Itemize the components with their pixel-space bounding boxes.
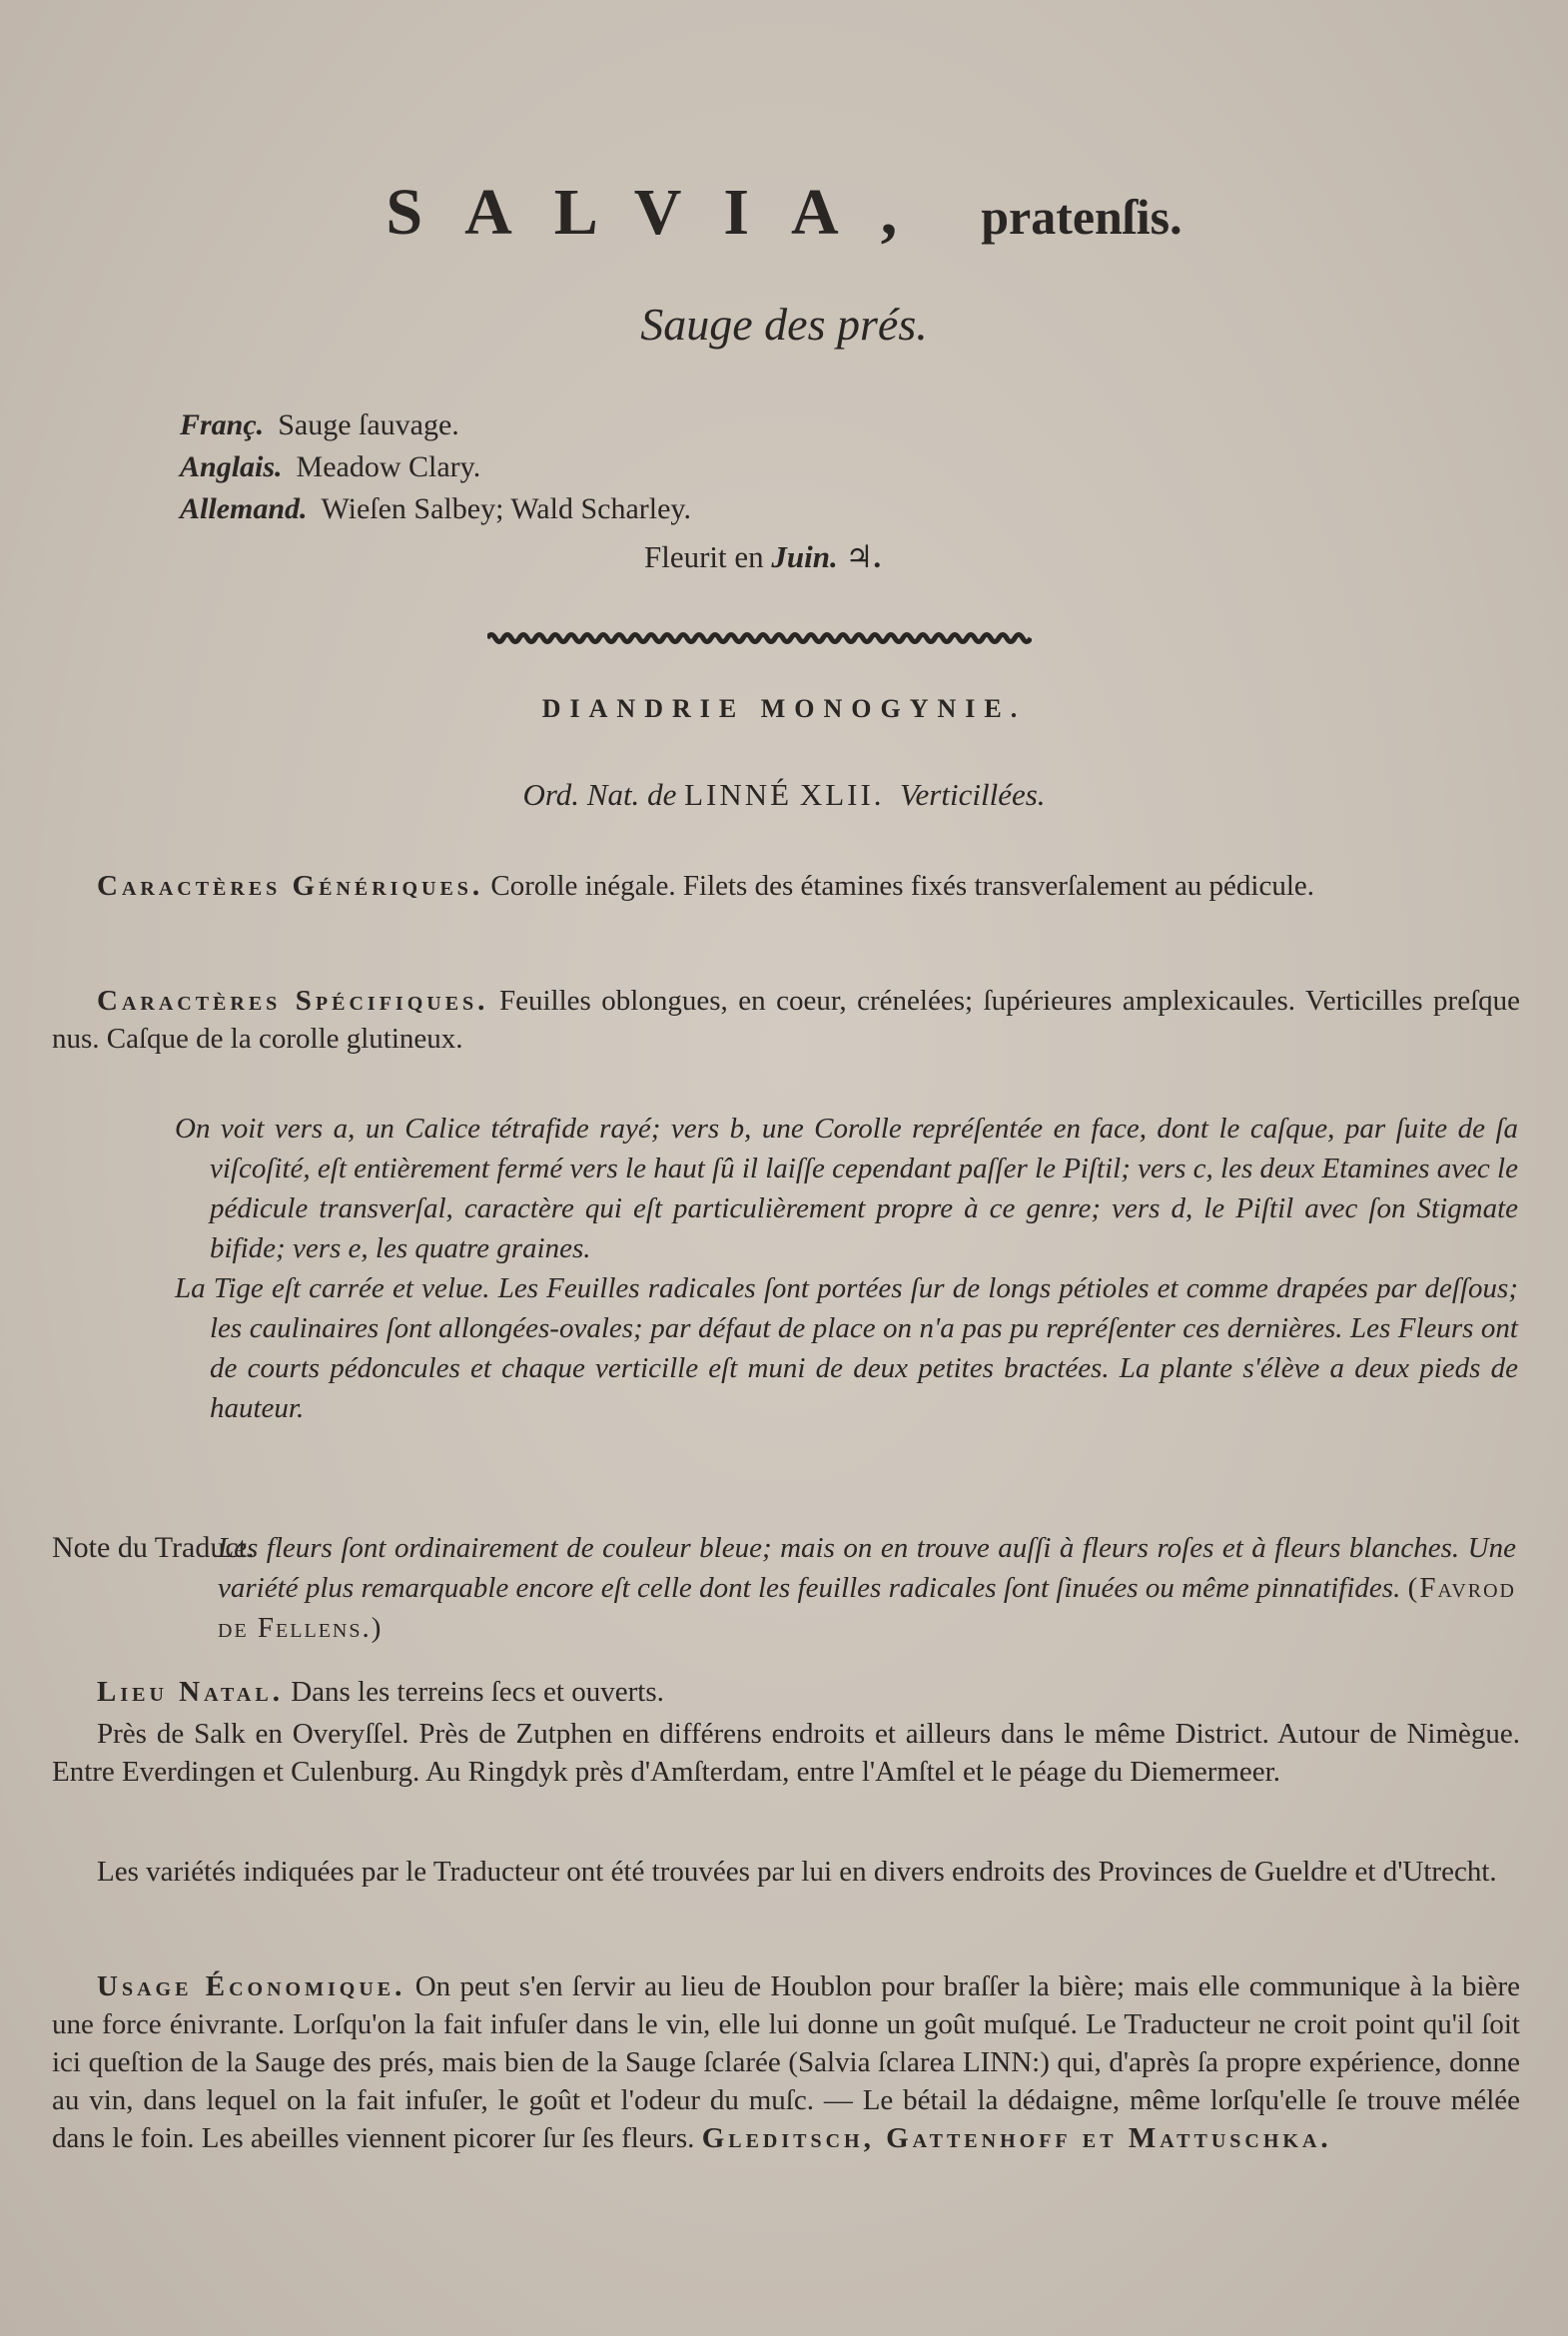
flowering-prefix: Fleurit en xyxy=(644,539,764,574)
generic-heading: Caractères Génériques. xyxy=(97,870,484,902)
generic-characters xyxy=(52,867,1520,905)
note-author: (Favrod de Fellens.) xyxy=(218,1572,1516,1644)
order-label: Ord. Nat. xyxy=(522,777,640,812)
habitat-localities: Près de Salk en Overyſſel. Près de Zutphen en différens endroits et ailleurs dans le même District. Autour de Nimègue. Entre Everdingen et Culenburg. Au Ringdyk près d'Amſterdam, entre l'Amſtel et le péage du Diemermeer. xyxy=(52,1718,1520,1788)
genus-name: SALVIA, xyxy=(386,176,940,249)
note-text: Les fleurs ſont ordinairement de couleur bleue; mais on en trouve auſſi à fleurs roſes et à fleurs blanches. Une variété plus remarquable encore eſt celle dont les feuilles radicales ſont ſinuées ou même pinnatifides. xyxy=(218,1532,1516,1604)
translator-note xyxy=(218,1528,1516,1648)
page-title xyxy=(0,175,1568,251)
order-de: de xyxy=(647,777,677,812)
habitat-varieties: Les variétés indiquées par le Traducteur ont été trouvées par lui en divers endroits des Provinces de Gueldre et d'Utrecht. xyxy=(97,1856,1497,1888)
family-name: Verticillées. xyxy=(900,777,1046,812)
specific-characters xyxy=(52,982,1520,1058)
specific-text: Feuilles oblongues, en coeur, crénelées; ſupérieures amplexicaules. Verticilles preſque nus. Caſque de la corolle glutineux. xyxy=(52,985,1521,1055)
plate-paragraph: On voit vers a, un Calice tétrafide rayé; vers b, une Corolle repréſentée en face, dont le caſque, par ſuite de ſa viſcoſité, eſt entièrement fermé vers le haut ſû il laiſſe cependant paſſer le Piſtil; vers c, les deux Etamines avec le pédicule transverſal, caractère qui eſt particulièrement propre à ce genre; vers d, le Piſtil avec ſon Stigmate bifide; vers e, les quatre graines. xyxy=(175,1113,1518,1264)
economic-usage xyxy=(52,1967,1520,2157)
species-name: pratenſis. xyxy=(981,189,1182,245)
usage-text: On peut s'en ſervir au lieu de Houblon pour braſſer la bière; mais elle communique à la bière une force énivrante. Lorſqu'on la fait infuſer dans le vin, elle lui donne un goût muſqué. Le Traducteur ne croit point qu'il ſoit ici queſtion de la Sauge des prés, mais bien de la Sauge ſclarée (Salvia ſclarea LINN:) qui, d'après ſa propre expérience, donne au vin, dans lequel on la fait infuſer, le goût et l'odeur du muſc. — Le bétail la dédaigne, même lorſqu'elle ſe trouve mélée dans le foin. Les abeilles viennent picorer ſur ſes fleurs. xyxy=(52,1970,1521,2154)
language-label: Anglais. xyxy=(180,450,283,483)
habitat-section xyxy=(52,1673,1520,1711)
french-common-name: Sauge des prés. xyxy=(640,299,928,350)
generic-text: Corolle inégale. Filets des étamines fixés transverſalement au pédicule. xyxy=(490,870,1315,902)
ornament-divider xyxy=(487,629,1032,647)
linnaean-class: DIANDRIE MONOGYNIE. xyxy=(541,694,1027,723)
plate-paragraph: La Tige eſt carrée et velue. Les Feuilles radicales ſont portées ſur de longs pétioles et comme drapées par deſſous; les caulinaires ſont allongées-ovales; par défaut de place on n'a pas pu repréſenter ces dernières. Les Fleurs ont de courts pédoncules et chaque verticille eſt muni de deux petites bractées. La plante s'élève a deux pieds de hauteur. xyxy=(175,1272,1518,1424)
flowering-month: Juin. xyxy=(771,539,838,574)
linne-name: LINNÉ xyxy=(684,777,793,812)
vernacular-name: Meadow Clary. xyxy=(296,450,481,483)
language-label: Allemand. xyxy=(180,492,308,525)
plate-description xyxy=(175,1109,1518,1428)
vernacular-name-row xyxy=(180,446,691,488)
order-number: XLII. xyxy=(799,777,885,812)
usage-heading: Usage Économique. xyxy=(97,1970,406,2002)
note-label: Note du Traduct. xyxy=(52,1531,255,1564)
habitat-heading: Lieu Natal. xyxy=(97,1676,284,1708)
vernacular-name-row xyxy=(180,488,691,530)
usage-authors: Gleditsch, Gattenhoff et Mattuschka. xyxy=(701,2122,1332,2154)
vernacular-name-row xyxy=(180,404,691,446)
natural-order xyxy=(0,777,1568,813)
vernacular-names xyxy=(180,404,691,530)
vernacular-name: Wieſen Salbey; Wald Scharley. xyxy=(321,492,691,525)
language-label: Franç. xyxy=(180,408,265,441)
flowering-time xyxy=(644,539,881,575)
vernacular-name: Sauge ſauvage. xyxy=(278,408,459,441)
specific-heading: Caractères Spécifiques. xyxy=(97,985,489,1017)
perennial-symbol: ♃. xyxy=(845,539,882,574)
habitat-intro: Dans les terreins ſecs et ouverts. xyxy=(291,1676,664,1708)
